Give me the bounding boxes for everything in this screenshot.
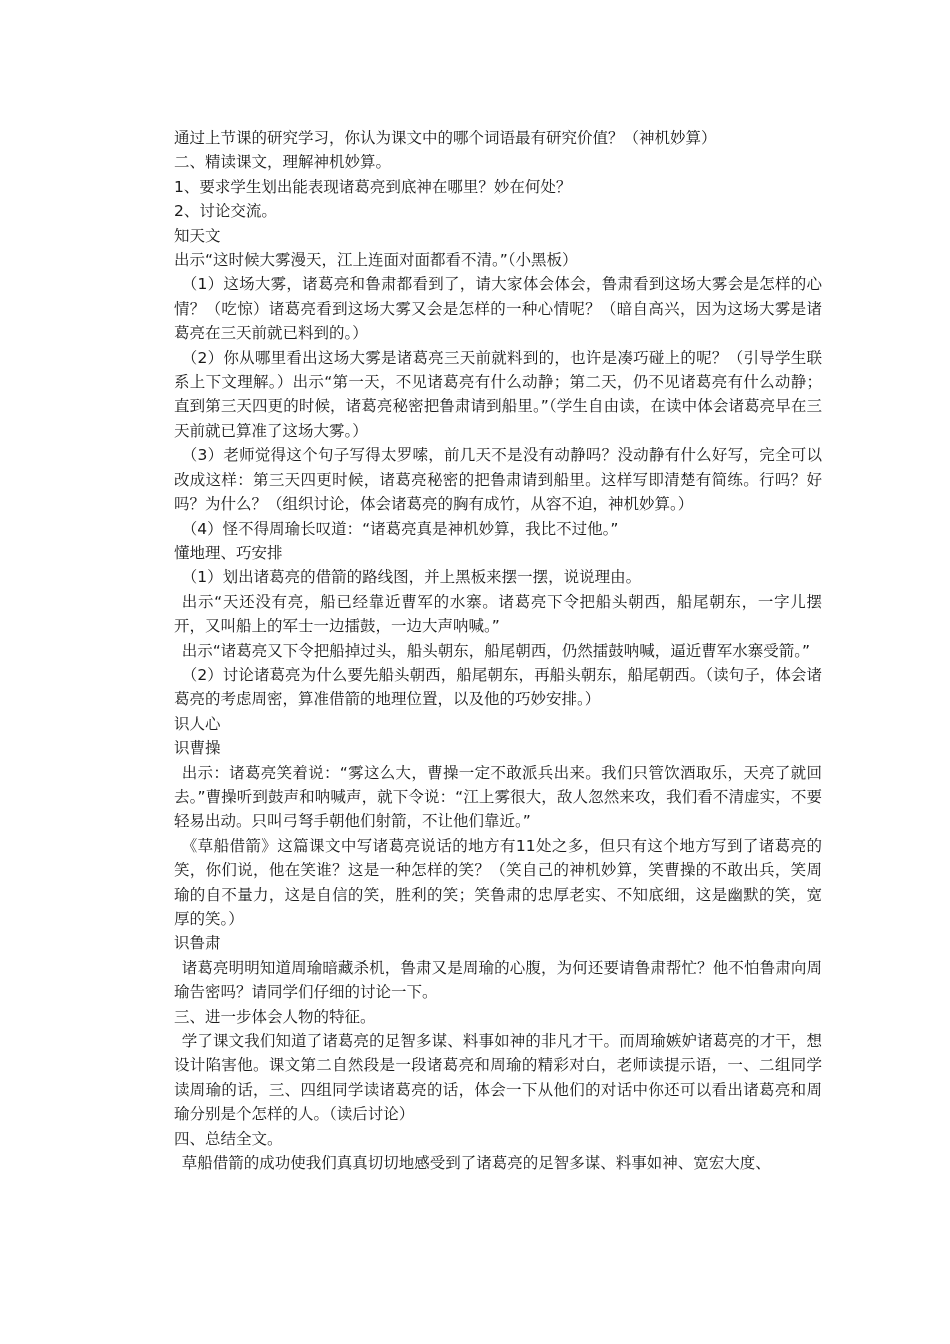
- paragraph-fog-1: （1）这场大雾，诸葛亮和鲁肃都看到了，请大家体会体会，鲁肃看到这场大雾会是怎样的心情？（吃惊）诸葛亮看到这场大雾又会是怎样的一种心情呢？（暗自高兴，因为这场大雾是诸葛亮在三天前就已料到的。）: [174, 275, 822, 343]
- section-heading-2: 二、精读课文，理解神机妙算。: [174, 153, 392, 172]
- subheading-astronomy: 知天文: [174, 226, 221, 245]
- section-heading-4: 四、总结全文。: [174, 1129, 283, 1148]
- paragraph-show-fog: 出示“这时候大雾漫天，江上连面对面都看不清。”（小黑板）: [174, 251, 578, 270]
- step-1: 1、要求学生划出能表现诸葛亮到底神在哪里？妙在何处？: [174, 177, 572, 196]
- step-2: 2、讨论交流。: [174, 202, 277, 221]
- paragraph-laugh-analysis: 《草船借箭》这篇课文中写诸葛亮说话的地方有11处之多，但只有这个地方写到了诸葛亮的笑，你们说，他在笑谁？这是一种怎样的笑？（笑自己的神机妙算，笑曹操的不敢出兵，笑周瑜的自不量力，这是自信的笑，胜利的笑；笑鲁肃的忠厚老实、不知底细，这是幽默的笑，宽厚的笑。）: [174, 836, 822, 928]
- subheading-people: 识人心: [174, 714, 221, 733]
- paragraph-summary: 草船借箭的成功使我们真真切切地感受到了诸葛亮的足智多谋、料事如神、宽宏大度、: [181, 1154, 771, 1173]
- paragraph-lusu-question: 诸葛亮明明知道周瑜暗藏杀机，鲁肃又是周瑜的心腹，为何还要请鲁肃帮忙？他不怕鲁肃向周瑜告密吗？请同学们仔细的讨论一下。: [174, 958, 822, 1002]
- paragraph-route-2: （2）讨论诸葛亮为什么要先船头朝西，船尾朝东，再船头朝东，船尾朝西。（读句子，体会诸葛亮的考虑周密，算准借箭的地理位置，以及他的巧妙安排。）: [174, 665, 822, 709]
- subheading-geography: 懂地理、巧安排: [174, 543, 283, 562]
- subheading-lusu: 识鲁肃: [174, 934, 221, 953]
- paragraph-show-laugh: 出示：诸葛亮笑着说：“雾这么大，曹操一定不敢派兵出来。我们只管饮酒取乐，天亮了就回去。”曹操听到鼓声和呐喊声，就下令说：“江上雾很大，敌人忽然来攻，我们看不清虚实，不要轻易出动。只叫弓弩手朝他们射箭，不让他们靠近。”: [174, 763, 822, 831]
- paragraph-show-boats-east: 出示“诸葛亮又下令把船掉过头，船头朝东，船尾朝西，仍然擂鼓呐喊，逼近曹军水寨受箭。”: [181, 641, 811, 660]
- subheading-caocao: 识曹操: [174, 739, 221, 758]
- paragraph-intro-question: 通过上节课的研究学习，你认为课文中的哪个词语最有研究价值？（神机妙算）: [174, 129, 717, 147]
- paragraph-fog-4: （4）怪不得周瑜长叹道：“诸葛亮真是神机妙算，我比不过他。”: [181, 519, 619, 538]
- section-heading-3: 三、进一步体会人物的特征。: [174, 1007, 376, 1026]
- paragraph-fog-2: （2）你从哪里看出这场大雾是诸葛亮三天前就料到的，也许是凑巧碰上的呢？（引导学生联系上下文理解。）出示“第一天，不见诸葛亮有什么动静；第二天，仍不见诸葛亮有什么动静；直到第三天四更的时候，诸葛亮秘密把鲁肃请到船里。”（学生自由读，在读中体会诸葛亮早在三天前就已算准了这场大雾。）: [174, 348, 822, 440]
- paragraph-route-1: （1）划出诸葛亮的借箭的路线图，并上黑板来摆一摆，说说理由。: [181, 568, 642, 587]
- document-body: [174, 126, 822, 1175]
- paragraph-show-boats-west: 出示“天还没有亮，船已经靠近曹军的水寨。诸葛亮下令把船头朝西，船尾朝东，一字儿摆开，又叫船上的军士一边擂鼓，一边大声呐喊。”: [174, 592, 822, 636]
- paragraph-characters: 学了课文我们知道了诸葛亮的足智多谋、料事如神的非凡才干。而周瑜嫉妒诸葛亮的才干，想设计陷害他。课文第二自然段是一段诸葛亮和周瑜的精彩对白，老师读提示语，一、二组同学读周瑜的话，三、四组同学读诸葛亮的话，体会一下从他们的对话中你还可以看出诸葛亮和周瑜分别是个怎样的人。（读后讨论）: [174, 1032, 822, 1124]
- paragraph-fog-3: （3）老师觉得这个句子写得太罗嗦，前几天不是没有动静吗？没动静有什么好写，完全可以改成这样：第三天四更时候，诸葛亮秘密的把鲁肃请到船里。这样写即清楚有简练。行吗？好吗？为什么？（组织讨论，体会诸葛亮的胸有成竹，从容不迫，神机妙算。）: [174, 446, 822, 514]
